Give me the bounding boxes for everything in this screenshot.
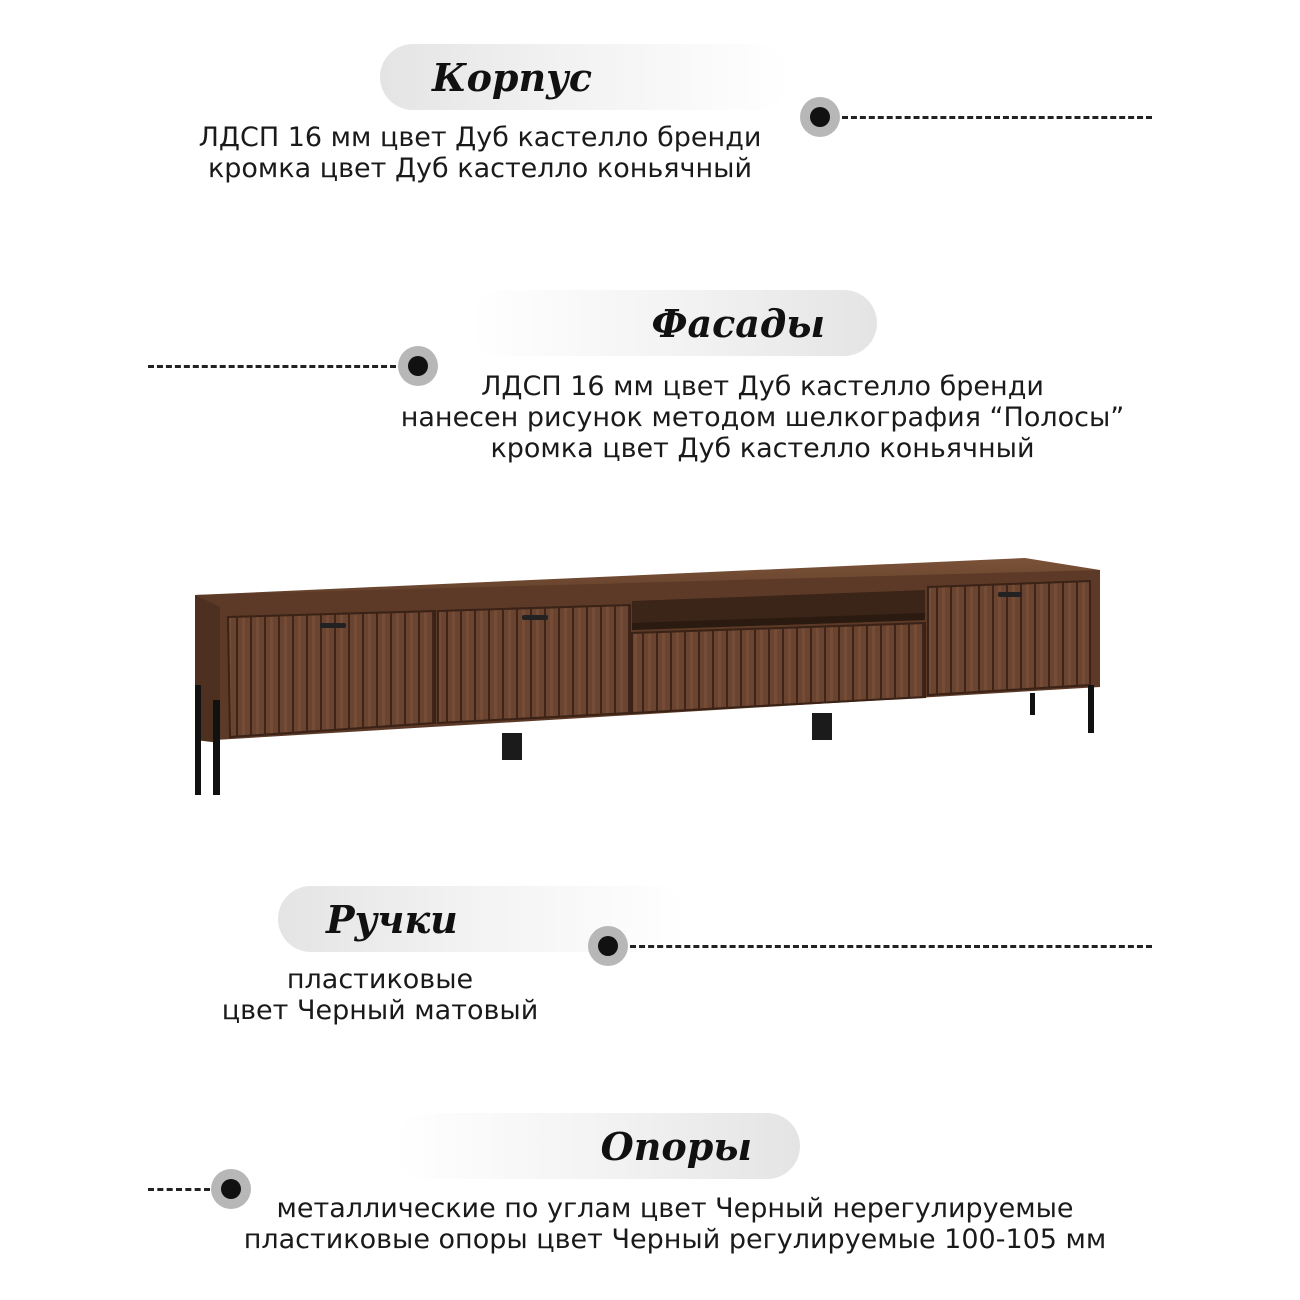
desc-line: цвет Черный матовый (221, 995, 539, 1026)
section-desc-opory (225, 1193, 1125, 1255)
section-desc-fasady (380, 371, 1145, 464)
handle-icon (998, 592, 1022, 597)
desc-line: пластиковые опоры цвет Черный регулируемые 100-105 мм (243, 1224, 1107, 1255)
leader-line (630, 945, 1152, 948)
desc-line: нанесен рисунок методом шелкография “Полосы” (400, 402, 1125, 433)
leader-line (842, 116, 1152, 119)
leader-line (148, 365, 396, 368)
tv-stand-image (180, 545, 1110, 805)
leg-icon (213, 700, 220, 795)
door-left (228, 611, 435, 737)
desc-line: кромка цвет Дуб кастелло коньячный (490, 433, 1035, 464)
door-center (632, 623, 925, 713)
leg-icon (502, 733, 522, 760)
desc-line: кромка цвет Дуб кастелло коньячный (207, 153, 753, 184)
leg-icon (195, 685, 201, 795)
handle-icon (522, 615, 548, 620)
section-title-fasady: Фасады (651, 300, 825, 346)
section-desc-ruchki (200, 964, 560, 1026)
desc-line: ЛДСП 16 мм цвет Дуб кастелло бренди (481, 371, 1044, 402)
desc-line: пластиковые (286, 964, 474, 995)
door-right (928, 581, 1090, 695)
section-title-ruchki: Ручки (326, 896, 458, 942)
leg-icon (1088, 685, 1094, 733)
handle-icon (320, 623, 346, 628)
desc-line: ЛДСП 16 мм цвет Дуб кастелло бренди (198, 122, 762, 153)
leg-icon (812, 713, 832, 740)
section-title-korpus: Корпус (432, 54, 592, 100)
leader-line (148, 1188, 210, 1191)
door-center-left (438, 605, 630, 723)
section-title-opory: Опоры (600, 1123, 752, 1169)
section-title-pill-opory (395, 1113, 800, 1179)
leg-icon (1030, 693, 1035, 715)
section-title-pill-korpus (380, 44, 790, 110)
marker-dot-icon (588, 926, 628, 966)
marker-dot-icon (800, 97, 840, 137)
section-title-pill-fasady (470, 290, 877, 356)
section-desc-korpus (170, 122, 790, 184)
desc-line: металлические по углам цвет Черный нерегулируемые (276, 1193, 1074, 1224)
